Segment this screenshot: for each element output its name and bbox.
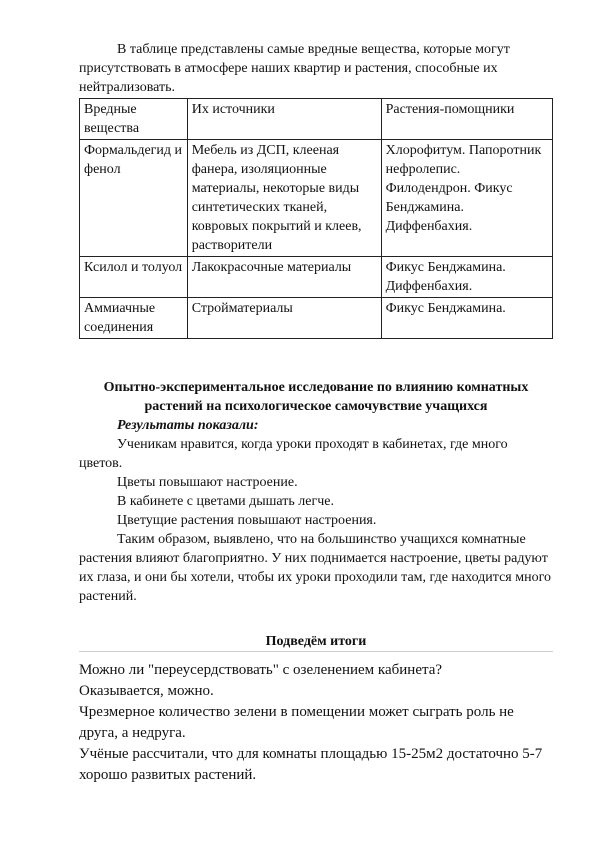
cell-plants: Фикус Бенджамина. Диффенбахия. [381, 257, 552, 298]
conclusion-paragraph: Таким образом, выявлено, что на большинство учащихся комнатные растения влияют благоприятно. У них поднимается настроение, цветы радуют их глаза, и они бы хотели, чтобы их уроки проходили там, где находится много растений. [79, 532, 551, 604]
harmful-substances-table [79, 98, 553, 339]
cell-sources: Стройматериалы [187, 298, 381, 339]
summary-line: Оказывается, можно. [79, 683, 214, 699]
cell-substance: Формальдегид и фенол [80, 140, 188, 257]
result-item: Цветы повышают настроение. [117, 475, 298, 490]
result-item: Ученикам нравится, когда уроки проходят в кабинетах, где много цветов. [79, 437, 508, 471]
intro-paragraph: В таблице представлены самые вредные вещества, которые могут присутствовать в атмосфере наших квартир и растения, способные их нейтрализовать. [79, 42, 510, 95]
summary-line: Учёные рассчитали, что для комнаты площадью 15-25м2 достаточно 5-7 хорошо развитых растений. [79, 746, 543, 783]
result-item: Цветущие растения повышают настроения. [117, 513, 377, 528]
results-label-text: Результаты показали: [117, 418, 259, 433]
study-heading: Опытно-экспериментальное исследование по влиянию комнатных растений на психологическое самочувствие учащихся [103, 380, 529, 414]
cell-plants: Фикус Бенджамина. [381, 298, 552, 339]
header-sources: Их источники [187, 99, 381, 140]
summary-divider [79, 651, 553, 652]
header-substances: Вредные вещества [80, 99, 188, 140]
results-label [79, 416, 553, 435]
summary-heading: Подведём итоги [265, 634, 367, 649]
summary-line: Чрезмерное количество зелени в помещении может сыграть роль не друга, а недруга. [79, 704, 514, 741]
table-row [80, 140, 553, 257]
cell-plants: Хлорофитум. Папоротник нефролепис. Филодендрон. Фикус Бенджамина. Диффенбахия. [381, 140, 552, 257]
header-plants: Растения-помощники [381, 99, 552, 140]
table-row [80, 298, 553, 339]
cell-sources: Мебель из ДСП, клееная фанера, изоляционные материалы, некоторые виды синтетических тканей, ковровых покрытий и клеев, растворители [187, 140, 381, 257]
summary-block [79, 660, 553, 786]
cell-substance: Аммиачные соединения [80, 298, 188, 339]
table-header-row [80, 99, 553, 140]
table-row [80, 257, 553, 298]
cell-substance: Ксилол и толуол [80, 257, 188, 298]
study-results [79, 416, 553, 606]
cell-sources: Лакокрасочные материалы [187, 257, 381, 298]
result-item: В кабинете с цветами дышать легче. [117, 494, 334, 509]
summary-line: Можно ли "переусердствовать" с озеленением кабинета? [79, 662, 443, 678]
